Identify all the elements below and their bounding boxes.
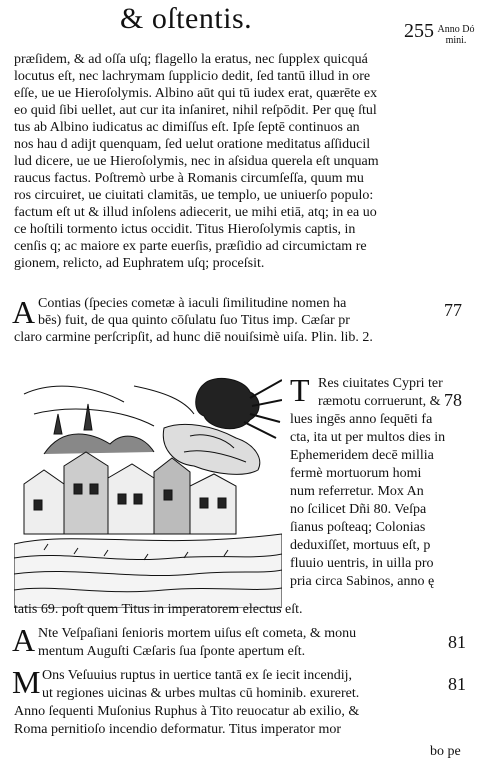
text-line: Ephemeridem decē millia bbox=[290, 448, 434, 463]
text-line: fluuio uentris, in uilla pro bbox=[290, 556, 434, 571]
text-line: pria circa Sabinos, anno ę bbox=[290, 574, 435, 589]
text-line: lues ingēs anno ſequēti fa bbox=[290, 412, 433, 427]
text-line: mentum Auguſti Cæſaris ſua ſponte apertum eſt. bbox=[38, 644, 306, 659]
text-line: ce hoſtili tormento ictus occidit. Titus Hieroſolymis captis, in bbox=[14, 222, 356, 237]
catchword: bo pe bbox=[430, 744, 461, 759]
text-line: gionem, relicto, ad Euphratem uſq; proceſsit. bbox=[14, 256, 265, 271]
text-line: Roma pernitioſo incendio deformatur. Titus imperator mor bbox=[14, 722, 342, 737]
text-line: præſidem, & ad oſſa uſq; flagello la eratus, nec ſupplex quicquá bbox=[14, 52, 368, 67]
text-line: fermè mortuorum homi bbox=[290, 466, 422, 481]
text-line: Ons Veſuuius ruptus in uertice tantā ex ſe iecit incendij, bbox=[42, 668, 352, 683]
margin-number: 81 bbox=[448, 674, 466, 694]
text-line: bēs) fuit, de qua quinto cōſulatu ſuo Titus imp. Cæſar pr bbox=[38, 313, 350, 328]
text-line: raucus factus. Poſtremò urbe à Romanis circumſeſſa, quum mu bbox=[14, 171, 364, 186]
text-line: eo quid ſibi uellet, aut cur ita inſaniret, nihil reſpōdit. Per quę ſtul bbox=[14, 103, 377, 118]
margin-number: 81 bbox=[448, 632, 466, 652]
margin-heading-line: Anno Dó bbox=[437, 24, 475, 35]
text-line: ut regiones uicinas & urbes multas cū hominib. exureret. bbox=[42, 686, 360, 701]
text-line: locutus eſt, nec lachrymam ſupplicio dedit, ſed tantū illud in ore bbox=[14, 69, 371, 84]
running-title: & oſtentis. bbox=[120, 2, 253, 35]
text-line: Nte Veſpaſiani ſenioris mortem uiſus eſt cometa, & monu bbox=[38, 626, 357, 641]
text-line: claro carmine perſcripſit, ad hunc diē nouiſsimè uiſa. Plin. lib. 2. bbox=[14, 330, 373, 345]
text-line: tus ab Albino iudicatus ac dimiſſus eſt. Ipſe ſeptē continuos an bbox=[14, 120, 360, 135]
initial-letter: T bbox=[290, 372, 310, 408]
text-line: Res ciuitates Cypri ter bbox=[318, 376, 443, 391]
text-line: cta, ita ut per multos dies in bbox=[290, 430, 446, 445]
text-line: deduxiſſet, mortuus eſt, p bbox=[290, 538, 431, 553]
text-line: eſſe, ue ue Hieroſolymis. Albino aūt qui tū iudex erat, quærēte ex bbox=[14, 86, 378, 101]
woodcut-illustration bbox=[14, 374, 282, 608]
text-line: ſianus poſteaq; Colonias bbox=[290, 520, 426, 535]
text-line: factum eſt ut & illud inſolens adiecerit, ue mihi etiā, atq; in ea uo bbox=[14, 205, 377, 220]
text-line: Anno ſequenti Muſonius Ruphus à Tito reuocatur ab exilio, & bbox=[14, 704, 360, 719]
margin-number: 77 bbox=[444, 300, 462, 320]
text-line: lud dicere, ue ue Hieroſolymis, nec in aſsidua querela eſt unquam bbox=[14, 154, 379, 169]
text-line: ros circuiret, ue ciuitati clamitās, ue templo, ue uniuerſo populo: bbox=[14, 188, 374, 203]
text-line: num referretur. Mox An bbox=[290, 484, 424, 499]
margin-heading bbox=[430, 24, 482, 46]
initial-letter: A bbox=[12, 622, 36, 658]
initial-letter: M bbox=[12, 664, 41, 700]
initial-letter: A bbox=[12, 294, 36, 330]
text-line: ræmotu corruerunt, & bbox=[318, 394, 441, 409]
margin-number: 78 bbox=[444, 390, 462, 410]
text-line: nos hau d adijt quenquam, ſed uelut oratione meditatus aſſiducil bbox=[14, 137, 371, 152]
text-line: tatis 69. poſt quem Titus in imperatorem electus eſt. bbox=[14, 602, 303, 617]
margin-heading-line: mini. bbox=[445, 35, 467, 46]
text-line: no ſcilicet Dñi 80. Veſpa bbox=[290, 502, 427, 517]
text-line: Contias (ſpecies cometæ à iaculi ſimilitudine nomen ha bbox=[38, 296, 347, 311]
page-number: 255 bbox=[404, 20, 434, 42]
text-line: cenſis q; ac maiore ex parte euerſis, præſidio ad circumictam re bbox=[14, 239, 367, 254]
